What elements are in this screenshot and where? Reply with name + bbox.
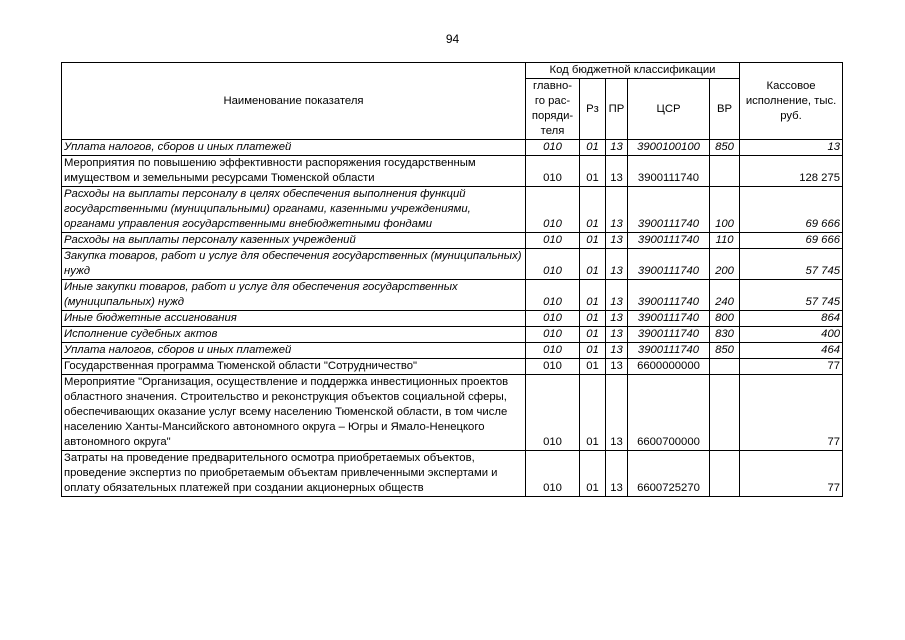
- row-name: Уплата налогов, сборов и иных платежей: [62, 140, 526, 156]
- row-rz: 01: [580, 156, 606, 187]
- row-csr: 3900111740: [628, 249, 710, 280]
- row-vr: [710, 375, 740, 451]
- header-pr: ПР: [606, 79, 628, 140]
- row-pr: 13: [606, 327, 628, 343]
- row-grbs: 010: [526, 375, 580, 451]
- row-amount: 128 275: [740, 156, 843, 187]
- row-pr: 13: [606, 187, 628, 233]
- row-vr: 830: [710, 327, 740, 343]
- table-row: [62, 343, 843, 359]
- row-amount: 77: [740, 451, 843, 497]
- row-rz: 01: [580, 249, 606, 280]
- row-amount: 69 666: [740, 233, 843, 249]
- row-csr: 3900111740: [628, 280, 710, 311]
- header-amount: Кассовое исполнение, тыс. руб.: [740, 63, 843, 140]
- table-row: [62, 359, 843, 375]
- table-row: [62, 451, 843, 497]
- row-csr: 6600000000: [628, 359, 710, 375]
- row-pr: 13: [606, 249, 628, 280]
- row-vr: 850: [710, 343, 740, 359]
- row-rz: 01: [580, 327, 606, 343]
- row-rz: 01: [580, 359, 606, 375]
- row-vr: 800: [710, 311, 740, 327]
- table-row: [62, 311, 843, 327]
- row-csr: 3900111740: [628, 327, 710, 343]
- row-vr: [710, 451, 740, 497]
- row-amount: 864: [740, 311, 843, 327]
- page-number: 94: [445, 32, 460, 46]
- row-grbs: 010: [526, 187, 580, 233]
- table-row: [62, 187, 843, 233]
- table-row: [62, 327, 843, 343]
- row-name: Уплата налогов, сборов и иных платежей: [62, 343, 526, 359]
- row-csr: 3900100100: [628, 140, 710, 156]
- row-rz: 01: [580, 140, 606, 156]
- row-amount: 13: [740, 140, 843, 156]
- row-pr: 13: [606, 375, 628, 451]
- row-grbs: 010: [526, 311, 580, 327]
- row-rz: 01: [580, 451, 606, 497]
- row-csr: 3900111740: [628, 187, 710, 233]
- row-pr: 13: [606, 343, 628, 359]
- row-vr: 850: [710, 140, 740, 156]
- row-grbs: 010: [526, 451, 580, 497]
- row-amount: 57 745: [740, 280, 843, 311]
- row-pr: 13: [606, 280, 628, 311]
- row-name: Расходы на выплаты персоналу казенных учреждений: [62, 233, 526, 249]
- row-vr: [710, 359, 740, 375]
- row-rz: 01: [580, 375, 606, 451]
- row-csr: 3900111740: [628, 233, 710, 249]
- row-name: Расходы на выплаты персоналу в целях обеспечения выполнения функций государственными (муниципальными) органами, казенными учреждениями, органами управления государственными внебюджетными фондами: [62, 187, 526, 233]
- row-amount: 400: [740, 327, 843, 343]
- header-csr: ЦСР: [628, 79, 710, 140]
- row-csr: 6600700000: [628, 375, 710, 451]
- row-amount: 57 745: [740, 249, 843, 280]
- budget-table: [61, 62, 843, 497]
- header-code-group: Код бюджетной классификации: [526, 63, 740, 79]
- row-vr: 110: [710, 233, 740, 249]
- header-grbs: главно-го рас-поряди-теля: [526, 79, 580, 140]
- row-rz: 01: [580, 311, 606, 327]
- table-row: [62, 249, 843, 280]
- row-pr: 13: [606, 156, 628, 187]
- row-grbs: 010: [526, 343, 580, 359]
- row-rz: 01: [580, 343, 606, 359]
- row-vr: 100: [710, 187, 740, 233]
- row-amount: 77: [740, 359, 843, 375]
- row-name: Государственная программа Тюменской области "Сотрудничество": [62, 359, 526, 375]
- row-pr: 13: [606, 311, 628, 327]
- row-grbs: 010: [526, 327, 580, 343]
- header-rz: Рз: [580, 79, 606, 140]
- row-name: Иные закупки товаров, работ и услуг для обеспечения государственных (муниципальных) нужд: [62, 280, 526, 311]
- table-row: [62, 375, 843, 451]
- table-row: [62, 140, 843, 156]
- header-name: Наименование показателя: [62, 63, 526, 140]
- row-pr: 13: [606, 451, 628, 497]
- row-name: Иные бюджетные ассигнования: [62, 311, 526, 327]
- row-pr: 13: [606, 233, 628, 249]
- row-grbs: 010: [526, 359, 580, 375]
- row-name: Мероприятия по повышению эффективности распоряжения государственным имуществом и земельными ресурсами Тюменской области: [62, 156, 526, 187]
- row-name: Закупка товаров, работ и услуг для обеспечения государственных (муниципальных) нужд: [62, 249, 526, 280]
- row-grbs: 010: [526, 156, 580, 187]
- row-pr: 13: [606, 359, 628, 375]
- header-vr: ВР: [710, 79, 740, 140]
- table-row: [62, 233, 843, 249]
- row-vr: 200: [710, 249, 740, 280]
- row-name: Мероприятие "Организация, осуществление и поддержка инвестиционных проектов областного значения. Строительство и реконструкция объектов социальной сферы, обеспечивающих оказание услуг всему населению Тюменской области, в том числе населению Ханты-Мансийского автономного округа – Югры и Ямало-Ненецкого автономного округа": [62, 375, 526, 451]
- row-grbs: 010: [526, 249, 580, 280]
- table-row: [62, 156, 843, 187]
- row-csr: 3900111740: [628, 156, 710, 187]
- row-name: Исполнение судебных актов: [62, 327, 526, 343]
- row-amount: 69 666: [740, 187, 843, 233]
- row-csr: 6600725270: [628, 451, 710, 497]
- row-rz: 01: [580, 280, 606, 311]
- row-rz: 01: [580, 187, 606, 233]
- row-amount: 77: [740, 375, 843, 451]
- row-csr: 3900111740: [628, 311, 710, 327]
- row-rz: 01: [580, 233, 606, 249]
- row-name: Затраты на проведение предварительного осмотра приобретаемых объектов, проведение экспертиз по приобретаемым объектам привлеченными экспертами и оплату обязательных платежей при создании акционерных обществ: [62, 451, 526, 497]
- row-grbs: 010: [526, 233, 580, 249]
- row-vr: [710, 156, 740, 187]
- table-row: [62, 280, 843, 311]
- row-pr: 13: [606, 140, 628, 156]
- row-vr: 240: [710, 280, 740, 311]
- row-csr: 3900111740: [628, 343, 710, 359]
- row-grbs: 010: [526, 280, 580, 311]
- row-grbs: 010: [526, 140, 580, 156]
- row-amount: 464: [740, 343, 843, 359]
